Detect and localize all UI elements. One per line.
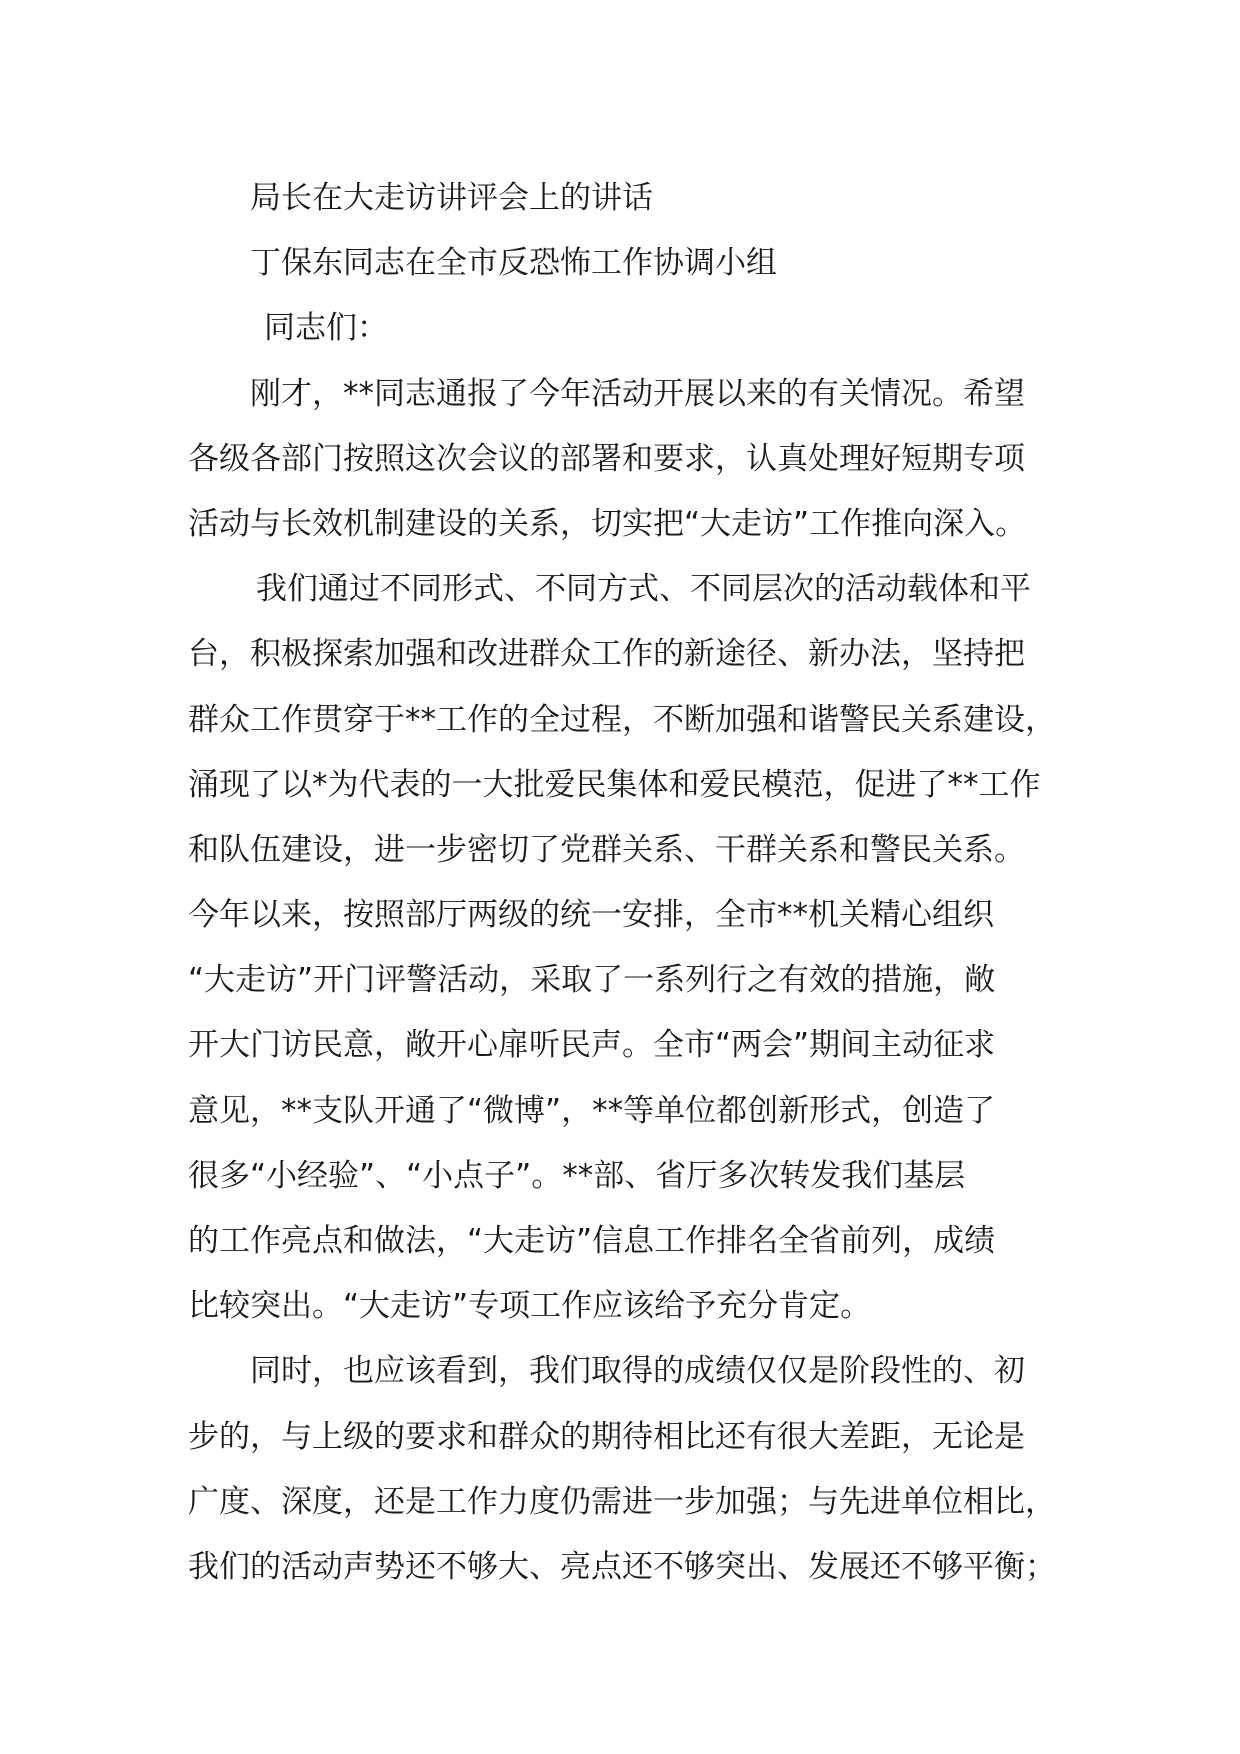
paragraph-line: 我们通过不同形式、不同方式、不同层次的活动载体和平 xyxy=(256,571,1031,608)
paragraph-line: 步的，与上级的要求和群众的期待相比还有很大差距，无论是 xyxy=(188,1418,1025,1455)
paragraph-line: 和队伍建设，进一步密切了党群关系、干群关系和警民关系。 xyxy=(188,831,1025,868)
paragraph-line: 台，积极探索加强和改进群众工作的新途径、新办法，坚持把 xyxy=(188,636,1025,673)
document-title: 局长在大走访讲评会上的讲话 xyxy=(250,180,653,216)
paragraph-line: 比较突出。“大走访”专项工作应该给予充分肯定。 xyxy=(188,1288,872,1325)
paragraph-line: 意见，**支队开通了“微博”，**等单位都创新形式，创造了 xyxy=(188,1092,996,1129)
paragraph-line: 我们的活动声势还不够大、亮点还不够突出、发展还不够平衡； xyxy=(188,1548,1056,1585)
paragraph-line: 开大门访民意，敞开心扉听民声。全市“两会”期间主动征求 xyxy=(188,1027,996,1064)
paragraph-line: 刚才，**同志通报了今年活动开展以来的有关情况。希望 xyxy=(250,375,1025,412)
paragraph-line: 各级各部门按照这次会议的部署和要求，认真处理好短期专项 xyxy=(188,440,1025,477)
paragraph-line: 涌现了以*为代表的一大批爱民集体和爱民模范，促进了**工作 xyxy=(188,766,1041,803)
paragraph-line: 广度、深度，还是工作力度仍需进一步加强；与先进单位相比， xyxy=(188,1483,1056,1520)
paragraph-line: 同时，也应该看到，我们取得的成绩仅仅是阶段性的、初 xyxy=(250,1353,1025,1390)
document-body xyxy=(188,166,1088,1600)
paragraph-line: 很多“小经验”、“小点子”。**部、省厅多次转发我们基层 xyxy=(188,1157,966,1194)
paragraph-line: “大走访”开门评警活动，采取了一系列行之有效的措施，敞 xyxy=(188,962,996,999)
salutation: 同志们： xyxy=(264,310,388,347)
paragraph-line: 的工作亮点和做法，“大走访”信息工作排名全省前列，成绩 xyxy=(188,1223,996,1259)
document-subtitle: 丁保东同志在全市反恐怖工作协调小组 xyxy=(250,245,777,282)
paragraph-line: 今年以来，按照部厅两级的统一安排，全市**机关精心组织 xyxy=(188,897,994,934)
paragraph-line: 活动与长效机制建设的关系，切实把“大走访”工作推向深入。 xyxy=(188,505,1027,542)
paragraph-line: 群众工作贯穿于**工作的全过程，不断加强和谐警民关系建设， xyxy=(188,701,1056,738)
